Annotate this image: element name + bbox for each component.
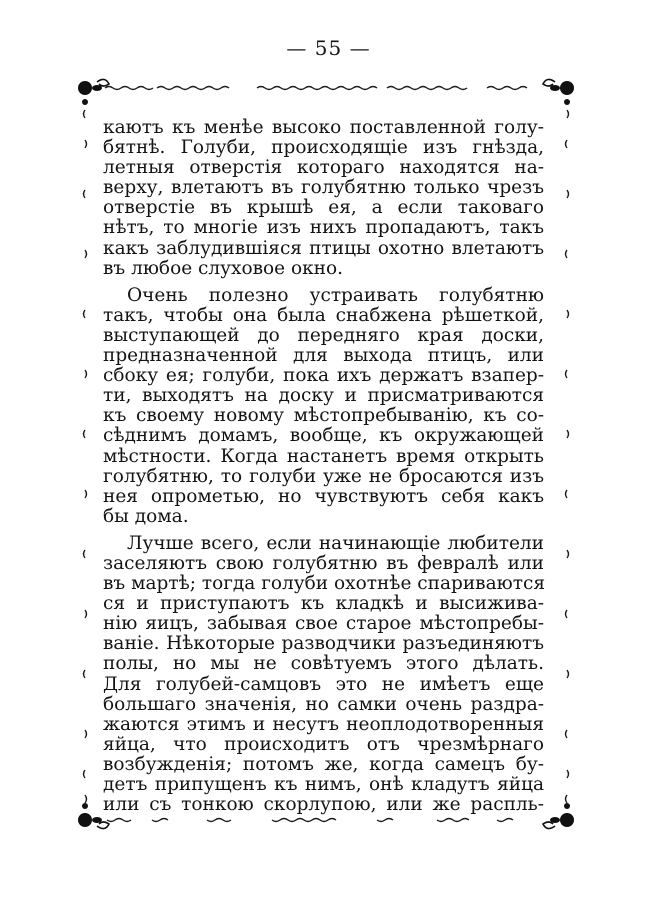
text-line: Для голубей-самцовъ это не имѣетъ еще (103, 673, 544, 695)
text-line: какъ заблудившіяся птицы охотно влетаютъ (103, 237, 544, 259)
text-line: ваніе. Нѣкоторые разводчики разъединяютъ (103, 633, 544, 655)
paragraph-1 (103, 118, 544, 279)
text-line: въ любое слуховое окно. (103, 257, 344, 279)
text-line: детъ припущенъ къ нимъ, онѣ кладутъ яйца (103, 774, 544, 795)
text-line: къ своему новому мѣстопребыванію, къ со- (103, 405, 544, 427)
page-number: — 55 — (286, 36, 371, 60)
body-text (103, 118, 544, 815)
paragraph-2 (103, 286, 544, 527)
text-line: выступающей до передняго края доски, (103, 324, 544, 346)
text-line: яйца, что происходитъ отъ чрезмѣрнаго (103, 733, 544, 755)
text-line: отверстіе въ крышѣ ея, а если таковаго (103, 197, 544, 219)
text-line: въ мартѣ; тогда голуби охотнѣе спариваются (103, 573, 545, 595)
text-line: Очень полезно устраивать голубятню (127, 284, 544, 306)
text-line: бятнѣ. Голуби, происходящіе изъ гнѣзда, (103, 137, 544, 159)
paragraph-3 (103, 534, 544, 815)
text-line: или съ тонкою скорлупою, или же распль- (103, 794, 544, 816)
text-line: такъ, чтобы она была снабжена рѣшеткой, (103, 304, 544, 326)
text-line: летныя отверстія котораго находятся на- (103, 157, 544, 179)
text-line: заселяютъ свою голубятню въ февралѣ или (103, 552, 544, 574)
text-line: нѣтъ, то многіе изъ нихъ пропадаютъ, такъ (103, 217, 544, 239)
text-line: ся и приступаютъ къ кладкѣ и высижива- (103, 593, 544, 615)
text-line: ти, выходятъ на доску и присматриваются (103, 385, 544, 407)
text-line: полы, но мы не совѣтуемъ этого дѣлать. (103, 653, 544, 675)
text-line: возбужденія; потомъ же, когда самецъ бу- (103, 753, 544, 775)
text-line: каютъ къ менѣе высоко поставленной голу- (103, 117, 544, 138)
text-line: голубятню, то голуби уже не бросаются изъ (103, 465, 544, 487)
text-line: нея опрометью, но чувствуютъ себя какъ (103, 485, 544, 507)
text-line: предназначенной для выхода птицъ, или (103, 345, 544, 367)
text-line: верху, влетаютъ въ голубятню только чрезъ (103, 177, 544, 199)
text-line: бы дома. (103, 505, 189, 527)
text-line: нію яицъ, забывая свое старое мѣстопребы- (103, 613, 544, 635)
text-line: жаются этимъ и несутъ неоплодотворенныя (103, 713, 544, 735)
text-line: Лучше всего, если начинающіе любители (127, 532, 544, 554)
text-line: мѣстности. Когда настанетъ время открыть (103, 445, 544, 467)
text-line: сбоку ея; голуби, пока ихъ держатъ взапер- (103, 365, 544, 387)
text-line: сѣднимъ домамъ, вообще, къ окружающей (103, 425, 544, 447)
text-line: большаго значенія, но самки очень раздра- (103, 693, 544, 715)
